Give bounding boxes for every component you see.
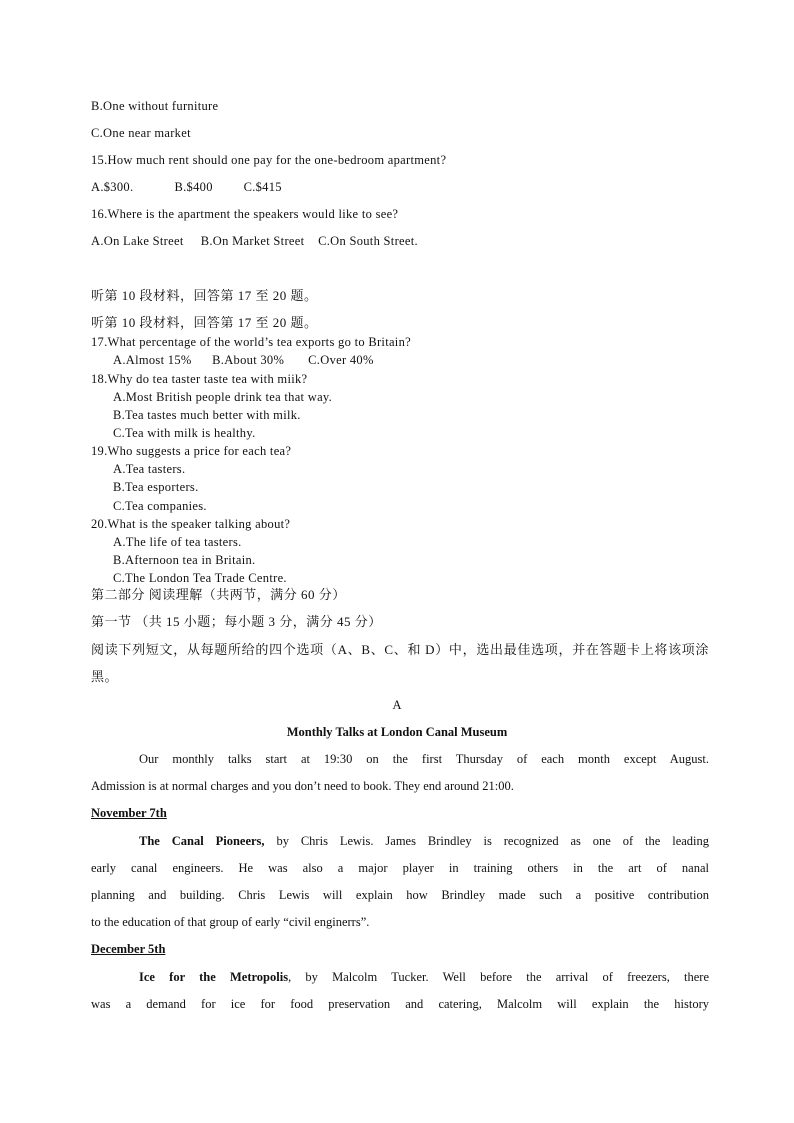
question-20-option-a: A.The life of tea tasters.	[113, 535, 242, 549]
question-18-option-c: C.Tea with milk is healthy.	[113, 426, 256, 440]
talk-date: December 5th	[91, 942, 166, 956]
instruction-line: 阅读下列短文，从每题所给的四个选项（A、B、C、和 D）中，选出最佳选项，并在答题卡上将该项涂	[91, 642, 709, 657]
question-17-options: A.Almost 15% B.About 30% C.Over 40%	[113, 353, 374, 367]
question-18: 18.Why do tea taster taste tea with miik?	[91, 372, 308, 386]
talk-text: by Chris Lewis. James Brindley is recognized as one of the leading	[264, 834, 710, 848]
instruction-line-end: 黑。	[91, 669, 119, 684]
question-20-option-c: C.The London Tea Trade Centre.	[113, 571, 287, 585]
question-20-option-b: B.Afternoon tea in Britain.	[113, 553, 256, 567]
talk-line: to the education of that group of early “civil enginerrs”.	[91, 915, 370, 929]
question-18-option-b: B.Tea tastes much better with milk.	[113, 408, 301, 422]
talk-line: was a demand for ice for food preservation and catering, Malcolm will explain the history	[91, 997, 709, 1011]
question-19-option-b: B.Tea esporters.	[113, 480, 199, 494]
question-19: 19.Who suggests a price for each tea?	[91, 444, 292, 458]
question-19-option-c: C.Tea companies.	[113, 499, 207, 513]
question-18-option-a: A.Most British people drink tea that way.	[113, 390, 333, 404]
talk-date: November 7th	[91, 806, 167, 820]
listening-heading: 听第 10 段材料，回答第 17 至 20 题。	[91, 288, 318, 303]
passage-letter: A	[392, 698, 402, 712]
question-19-option-a: A.Tea tasters.	[113, 462, 186, 476]
talk-title: The Canal Pioneers,	[139, 834, 265, 848]
question-17: 17.What percentage of the world’s tea exports go to Britain?	[91, 335, 411, 349]
listening-heading-repeat: 听第 10 段材料，回答第 17 至 20 题。	[91, 315, 318, 330]
talk-line: planning and building. Chris Lewis will explain how Brindley made such a positive contribution	[91, 888, 709, 902]
talk-line	[91, 969, 709, 985]
question-16: 16.Where is the apartment the speakers would like to see?	[91, 207, 399, 221]
talk-title: Ice for the Metropolis	[139, 970, 289, 984]
question-20: 20.What is the speaker talking about?	[91, 517, 291, 531]
talk-text: , by Malcolm Tucker. Well before the arrival of freezers, there	[288, 970, 710, 984]
passage-title: Monthly Talks at London Canal Museum	[286, 725, 508, 739]
part-title: 第二部分 阅读理解（共两节，满分 60 分）	[91, 587, 346, 602]
question-15: 15.How much rent should one pay for the one-bedroom apartment?	[91, 153, 447, 167]
option-line: B.One without furniture	[91, 99, 219, 113]
option-line: C.One near market	[91, 126, 191, 140]
section-title: 第一节 （共 15 小题；每小题 3 分，满分 45 分）	[91, 614, 382, 629]
intro-text: Our monthly talks start at 19:30 on the first Thursday of each month except August.	[139, 752, 709, 766]
talk-line: early canal engineers. He was also a major player in training others in the art of nanal	[91, 861, 709, 875]
question-16-options: A.On Lake Street B.On Market Street C.On South Street.	[91, 234, 418, 248]
question-15-options: A.$300. B.$400 C.$415	[91, 180, 282, 194]
intro-line-2: Admission is at normal charges and you don’t need to book. They end around 21:00.	[91, 779, 514, 793]
intro-line	[91, 751, 709, 767]
talk-line	[91, 833, 709, 849]
